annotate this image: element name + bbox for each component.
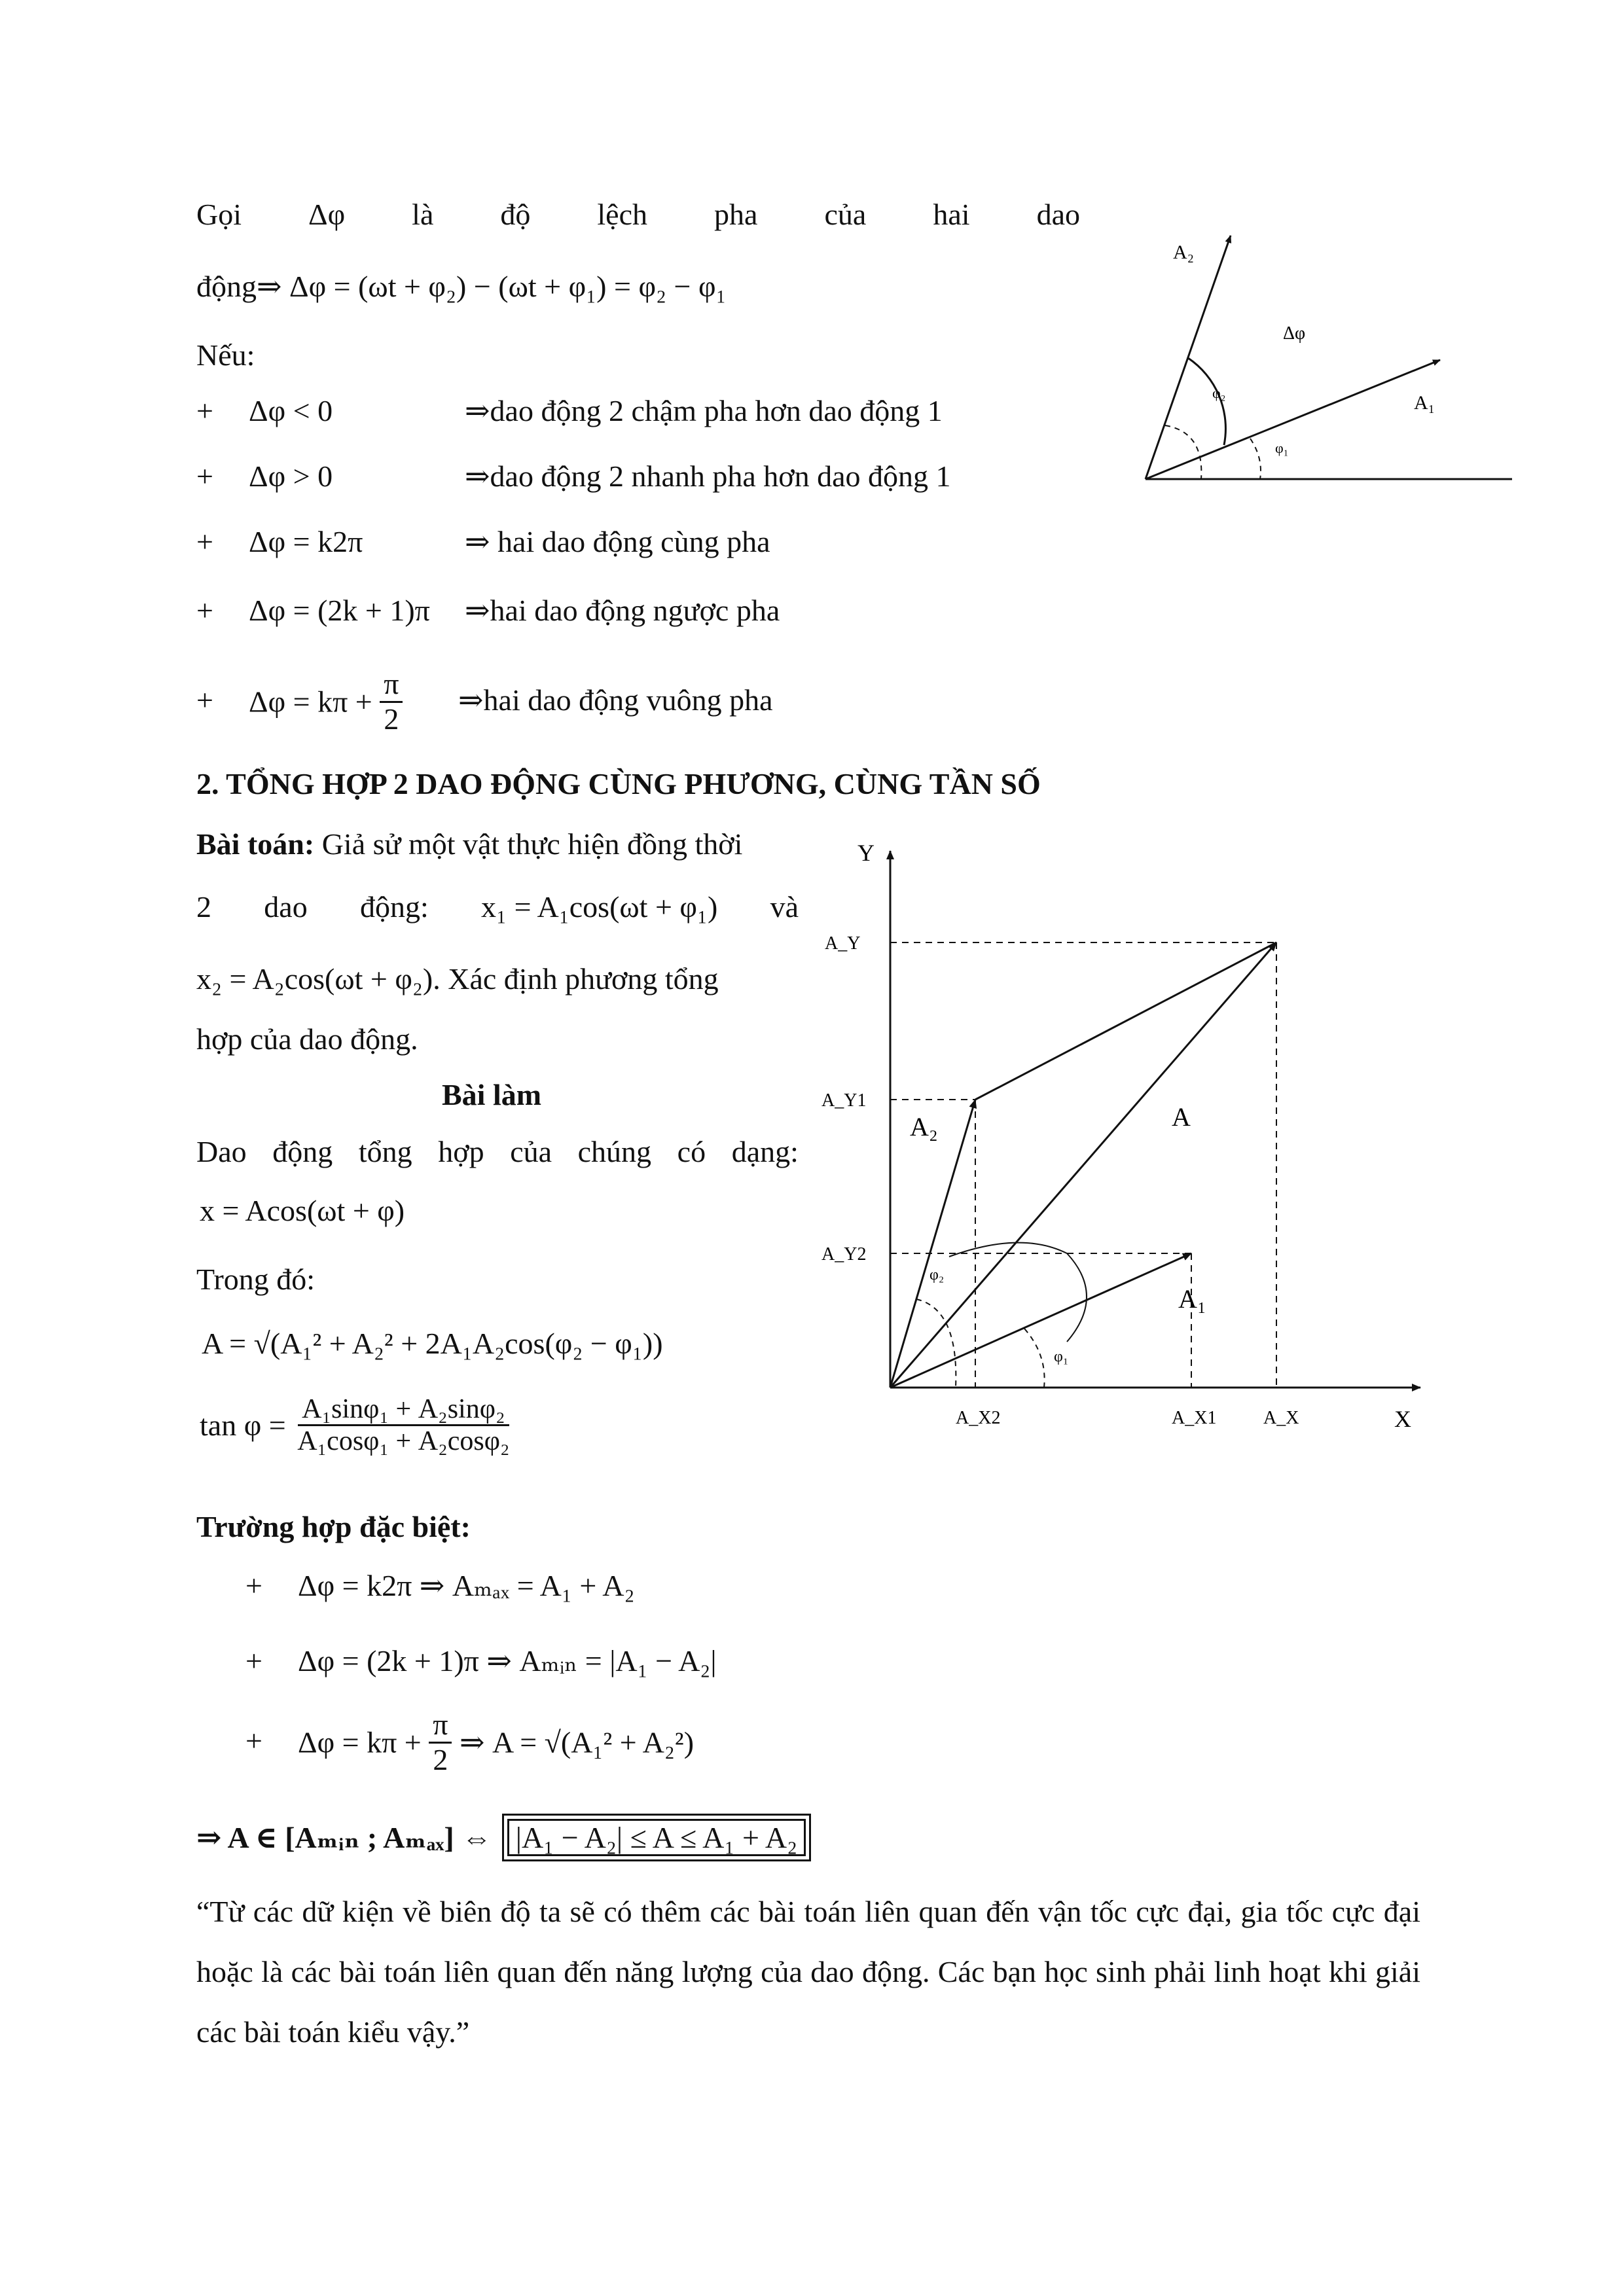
arc-delta-phi: [1188, 358, 1225, 445]
a1-label: A₁: [1178, 1284, 1206, 1314]
special-case: [245, 1708, 835, 1787]
problem-line-4: hợp của dao động.: [196, 1022, 418, 1056]
arc-phi1: [1250, 439, 1261, 479]
bullet: +: [196, 683, 213, 717]
arc-phi1: [1024, 1329, 1045, 1388]
general-line: [196, 1134, 799, 1170]
tan-fraction: [293, 1394, 513, 1456]
problem-word: 2: [196, 890, 211, 924]
x-axis-label: X: [1394, 1406, 1411, 1432]
bullet: +: [196, 394, 213, 427]
frac-num: π: [429, 1708, 452, 1744]
cond-prefix: Δφ = kπ +: [249, 685, 372, 719]
y-axis-label: Y: [857, 840, 875, 866]
intro-word: dao: [1036, 198, 1080, 231]
arc-delta: [949, 1243, 1087, 1342]
problem-line-3: [196, 961, 719, 997]
case-condition: Δφ = k2π: [249, 525, 363, 558]
amplitude-formula: A = √(A₁² + A₂² + 2A₁A₂cos(φ₂ − φ₁)): [202, 1327, 663, 1360]
arc-phi2: [1165, 425, 1201, 479]
problem-text: . Xác định phương tổng: [433, 962, 719, 996]
label-phi1: φ₁: [1275, 440, 1289, 456]
oscillation-1-formula: x₁ = A₁cos(ωt + φ₁): [481, 890, 718, 924]
amplitude-range: [196, 1820, 806, 1856]
ax2-label: A_X2: [956, 1408, 1001, 1428]
special-case-text: Δφ = k2π ⇒ Aₘₐₓ = A₁ + A₂: [298, 1569, 635, 1602]
oscillation-2-formula: x₂ = A₂cos(ωt + φ₂): [196, 962, 433, 996]
tan-lhs: tan φ =: [200, 1408, 286, 1443]
intro-line-1: [196, 196, 1080, 232]
tan-numerator: A₁sinφ₁ + A₂sinφ₂: [298, 1394, 509, 1426]
case-condition: [249, 668, 403, 736]
bullet: +: [196, 594, 213, 627]
special-case-text: [298, 1708, 694, 1776]
case-result: ⇒hai dao động ngược pha: [465, 594, 780, 627]
bullet: +: [196, 459, 213, 493]
phase-difference-formula: ⇒ Δφ = (ωt + φ₂) − (ωt + φ₁) = φ₂ − φ₁: [257, 270, 727, 303]
bullet: +: [245, 1724, 262, 1757]
vector-a2: [890, 1100, 975, 1388]
ay-label: A_Y: [825, 933, 861, 954]
case-result: ⇒dao động 2 nhanh pha hơn dao động 1: [465, 459, 951, 493]
a2-label: A₂: [910, 1112, 938, 1141]
general-word: động: [272, 1135, 333, 1168]
phi2-label: φ₂: [929, 1266, 945, 1283]
tan-denominator: A₁cosφ₁ + A₂cosφ₂: [297, 1426, 510, 1457]
phi1-label: φ₁: [1054, 1348, 1069, 1365]
general-word: Dao: [196, 1135, 247, 1168]
intro-prefix: động: [196, 270, 257, 303]
label-delta-phi: Δφ: [1283, 323, 1306, 344]
phase-diagram: [1126, 223, 1519, 497]
frac-den: 2: [433, 1742, 448, 1776]
special-prefix: Δφ = kπ +: [298, 1725, 422, 1759]
bullet: +: [245, 1569, 262, 1602]
special-case-text: Δφ = (2k + 1)π ⇒ Aₘᵢₙ = |A₁ − A₂|: [298, 1644, 717, 1677]
intro-word: hai: [933, 198, 970, 231]
problem-word: động:: [359, 890, 429, 924]
solution-title: Bài làm: [442, 1078, 542, 1111]
ay1-label: A_Y1: [821, 1090, 867, 1111]
label-a1: A₁: [1414, 392, 1435, 414]
frac-num: π: [380, 668, 403, 703]
intro-word: là: [412, 198, 434, 231]
intro-word: độ: [500, 198, 531, 231]
a-label: A: [1172, 1102, 1191, 1132]
bullet: +: [196, 525, 213, 558]
intro-line-2: [196, 268, 727, 304]
problem-label: Bài toán:: [196, 827, 315, 861]
frac-den: 2: [384, 702, 399, 736]
ax1-label: A_X1: [1172, 1408, 1217, 1428]
intro-word: pha: [714, 198, 758, 231]
vector-sum-diagram: [818, 838, 1447, 1453]
label-a2: A₂: [1173, 242, 1195, 263]
range-boxed: |A₁ − A₂| ≤ A ≤ A₁ + A₂: [507, 1819, 806, 1856]
problem-word: và: [770, 890, 799, 924]
intro-word: của: [824, 198, 867, 231]
closing-quote: “Từ các dữ kiện về biên độ ta sẽ có thêm các bài toán liên quan đến vận tốc cực đại, gia tốc cực đại hoặc là các bài toán liên quan đến năng lượng của dao động. Các bạn học sinh phải linh hoạt khi giải các bài toán kiểu vậy.”: [196, 1895, 1420, 2049]
ay2-label: A_Y2: [821, 1244, 867, 1265]
ax-label: A_X: [1263, 1408, 1299, 1428]
pi-over-two: [429, 1708, 452, 1776]
where-label: Trong đó:: [196, 1263, 316, 1296]
tan-formula: [200, 1394, 514, 1456]
problem-line-1: [196, 826, 742, 862]
vector-a1: [1146, 360, 1440, 479]
general-word: hợp: [438, 1135, 484, 1168]
intro-word: lệch: [597, 198, 648, 231]
special-label: Trường hợp đặc biệt:: [196, 1510, 471, 1543]
case-result: ⇒hai dao động vuông pha: [458, 683, 773, 717]
label-phi2: φ₂: [1212, 385, 1226, 401]
intro-word: Δφ: [308, 198, 346, 231]
parallelogram-side-top: [975, 942, 1276, 1100]
case-condition: Δφ < 0: [249, 394, 333, 427]
case-result: ⇒ hai dao động cùng pha: [465, 525, 770, 558]
general-word: chúng: [577, 1135, 652, 1168]
range-left: ⇒ A ∈ [Aₘᵢₙ ; Aₘₐₓ] ⇔: [196, 1821, 492, 1854]
pi-over-two: [380, 668, 403, 736]
general-word: dạng:: [731, 1135, 799, 1168]
section-heading: 2. TỔNG HỢP 2 DAO ĐỘNG CÙNG PHƯƠNG, CÙNG TẦN SỐ: [196, 767, 1041, 800]
neu-label: Nếu:: [196, 338, 255, 372]
case-condition: Δφ = (2k + 1)π: [249, 594, 430, 627]
vector-a2: [1146, 236, 1231, 479]
case-condition: Δφ > 0: [249, 459, 333, 493]
case-row: [196, 668, 916, 746]
bullet: +: [245, 1644, 262, 1677]
general-word: tổng: [358, 1135, 412, 1168]
problem-line-2: [196, 889, 799, 925]
case-result: ⇒dao động 2 chậm pha hơn dao động 1: [465, 394, 943, 427]
problem-text: Giả sử một vật thực hiện đồng thời: [314, 827, 743, 861]
intro-word: Gọi: [196, 198, 242, 231]
general-word: có: [677, 1135, 706, 1168]
vector-a: [890, 942, 1276, 1388]
special-suffix: ⇒ A = √(A₁² + A₂²): [459, 1725, 695, 1759]
problem-word: dao: [264, 890, 308, 924]
general-formula: x = Acos(ωt + φ): [200, 1194, 405, 1227]
general-word: của: [510, 1135, 552, 1168]
